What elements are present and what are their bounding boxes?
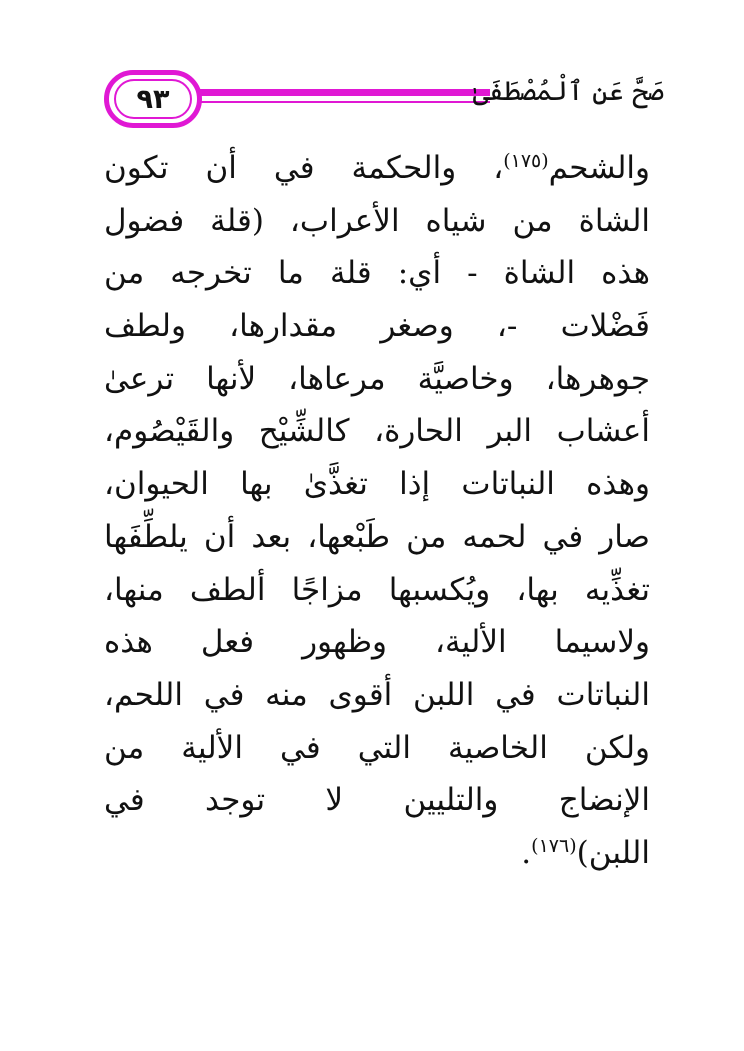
text-line-segment: . (521, 834, 532, 871)
text-line (104, 458, 650, 511)
text-line (104, 511, 650, 564)
text-line-segment: فَضْلات -، وصغر مقدارها، ولطف (104, 308, 650, 345)
text-line (104, 195, 650, 248)
text-line-segment: ، والحكمة في أن تكون (104, 150, 504, 186)
text-line (104, 405, 650, 458)
text-line-segment: صار في لحمه من طَبْعها، بعد أن يلطِّفَها (104, 518, 650, 555)
running-head: صَحَّ عَنِ ٱلْمُصْطَفَىٰ (472, 76, 664, 107)
text-line-segment: جوهرها، وخاصيَّة مرعاها، لأنها ترعىٰ (104, 360, 650, 397)
text-line (104, 722, 650, 775)
text-line (104, 142, 650, 195)
footnote-ref: (١٧٦) (531, 834, 577, 857)
text-line-segment: ولكن الخاصية التي في الألية من (104, 729, 650, 766)
page-number-badge (104, 70, 202, 128)
text-line (104, 300, 650, 353)
text-line-segment: النباتات في اللبن أقوى منه في اللحم، (104, 676, 650, 713)
text-line-segment: اللبن) (576, 834, 650, 871)
text-line-segment: أعشاب البر الحارة، كالشِّيْح والقَيْصُوم، (104, 413, 650, 450)
text-line-segment: وهذه النباتات إذا تغذَّىٰ بها الحيوان، (104, 466, 650, 503)
text-line (104, 353, 650, 406)
text-line (104, 669, 650, 722)
page-header (104, 70, 664, 132)
text-line-segment: الشاة من شياه الأعراب، (قلة فضول (104, 202, 650, 239)
footnote-ref: (١٧٥) (503, 150, 549, 172)
text-line-segment: هذه الشاة - أي: قلة ما تخرجه من (104, 255, 650, 292)
text-line (104, 247, 650, 300)
text-line (104, 616, 650, 669)
text-line (104, 564, 650, 617)
page-number-frame (114, 79, 192, 119)
text-line (104, 774, 650, 827)
text-line-segment: تغذِّيه بها، ويُكسبها مزاجًا ألطف منها، (104, 571, 650, 608)
text-line-segment: ولاسيما الألية، وظهور فعل هذه (104, 624, 650, 661)
text-line (104, 827, 650, 880)
page-number: ٩٣ (136, 83, 170, 115)
text-line-segment: والشحم (548, 150, 650, 186)
header-rule-thin (200, 101, 490, 103)
text-line-segment: الإنضاج والتليين لا توجد في (104, 782, 650, 819)
body-text (104, 142, 650, 880)
header-rule (200, 89, 490, 96)
